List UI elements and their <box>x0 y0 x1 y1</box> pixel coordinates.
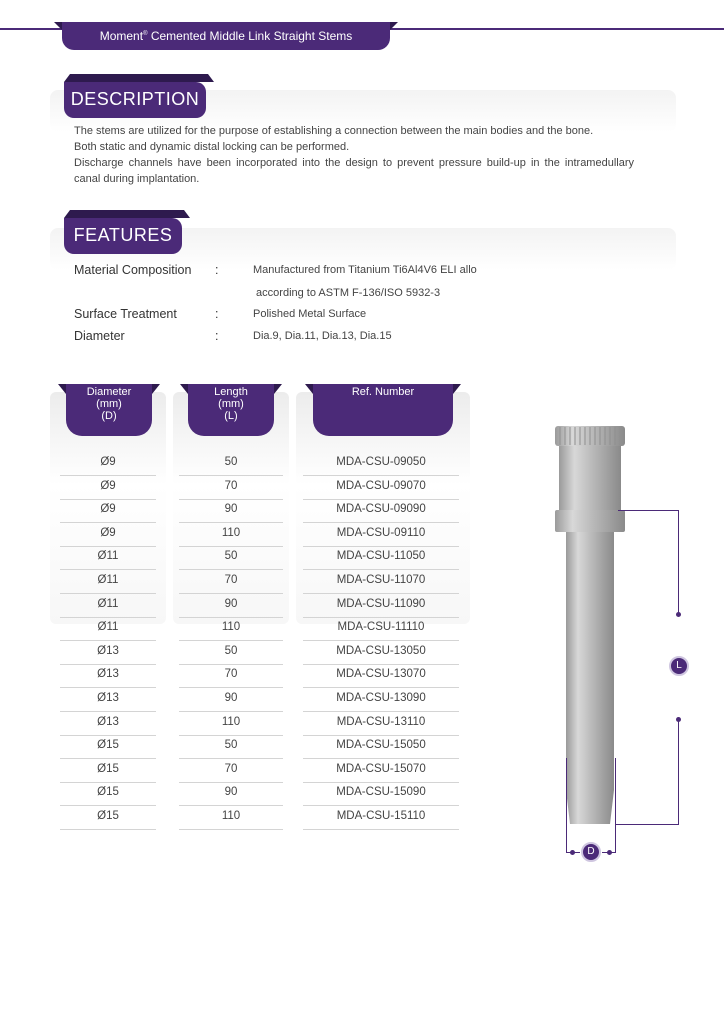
diameter-guide-right <box>615 758 616 852</box>
ref-number-cell: MDA-CSU-13090 <box>336 692 426 704</box>
table-row <box>60 641 460 665</box>
features-heading-tab <box>64 218 182 254</box>
ref-number-cell: MDA-CSU-11070 <box>336 574 426 586</box>
ref-number-cell: MDA-CSU-09070 <box>336 479 426 492</box>
ref-number-cell: MDA-CSU-09050 <box>336 456 426 468</box>
length-badge: L <box>669 656 689 676</box>
ref-number-cell: MDA-CSU-13070 <box>336 668 426 681</box>
diameter-cell: Ø15 <box>97 762 119 775</box>
length-cell: 50 <box>224 456 238 468</box>
ref-number-cell: MDA-CSU-11050 <box>336 550 426 563</box>
table-row <box>60 523 460 547</box>
diameter-cell: Ø9 <box>100 456 116 468</box>
table-row <box>60 499 460 523</box>
length-cell: 50 <box>224 550 238 563</box>
ref-number-cell: MDA-CSU-11110 <box>337 621 425 634</box>
ref-number-cell: MDA-CSU-13110 <box>336 715 426 728</box>
table-row <box>60 806 460 830</box>
diameter-cell: Ø13 <box>97 668 119 681</box>
ref-number-cell: MDA-CSU-11090 <box>336 597 426 610</box>
length-cell: 50 <box>224 739 238 752</box>
row-separator <box>60 829 156 830</box>
length-cell: 110 <box>221 810 241 822</box>
page-title: Moment® Cemented Middle Link Straight Stems <box>99 29 353 43</box>
table-row <box>60 546 460 570</box>
length-cell: 50 <box>224 644 238 657</box>
diameter-cell: Ø9 <box>100 526 116 539</box>
stem-image <box>540 418 700 878</box>
diameter-cell: Ø15 <box>97 786 119 799</box>
ref-number-cell: MDA-CSU-15050 <box>336 739 426 752</box>
length-guide-bottom <box>616 824 679 825</box>
table-row <box>60 735 460 759</box>
length-cell: 110 <box>221 526 241 539</box>
table-row <box>60 782 460 806</box>
diameter-cell: Ø13 <box>97 644 119 657</box>
features-heading: FEATURES <box>73 225 173 245</box>
stem-illustration <box>540 418 700 878</box>
diameter-cell: Ø11 <box>97 574 119 586</box>
row-separator <box>179 829 283 830</box>
length-guide-upper <box>678 510 679 614</box>
length-cell: 70 <box>224 762 238 775</box>
feature-value: Dia.9, Dia.11, Dia.13, Dia.15 <box>253 330 392 342</box>
ref-number-cell: MDA-CSU-15110 <box>336 810 426 822</box>
ref-number-cell: MDA-CSU-13050 <box>336 644 426 657</box>
length-cell: 70 <box>224 574 238 586</box>
description-paragraph: Discharge channels have been incorporated into the design to prevent pressure build-up in the intramedullary canal during implantation. <box>74 157 634 185</box>
ref-number-cell: MDA-CSU-15070 <box>336 762 426 775</box>
description-heading-tab <box>64 82 206 118</box>
diameter-column-header: Diameter (mm) (D) <box>66 384 152 436</box>
length-column-header: Length (mm) (L) <box>188 384 274 436</box>
table-row <box>60 712 460 736</box>
length-cell: 70 <box>224 479 238 492</box>
diameter-cell: Ø15 <box>97 810 119 822</box>
ref-number-cell: MDA-CSU-09110 <box>336 526 426 539</box>
feature-colon: : <box>215 307 219 321</box>
ref-column-header: Ref. Number <box>313 384 453 436</box>
table-row <box>60 664 460 688</box>
feature-label: Material Composition <box>74 263 192 277</box>
diameter-cell: Ø9 <box>100 479 116 492</box>
length-cell: 70 <box>224 668 238 681</box>
diameter-guide-dot <box>607 850 612 855</box>
header-tab <box>62 22 390 50</box>
diameter-cell: Ø11 <box>97 597 119 610</box>
length-cell: 110 <box>221 621 241 634</box>
diameter-badge: D <box>581 842 601 862</box>
row-separator <box>303 829 459 830</box>
length-cell: 90 <box>224 503 238 516</box>
description-paragraph: Both static and dynamic distal locking can be performed. <box>74 141 350 153</box>
feature-value: according to ASTM F-136/ISO 5932-3 <box>253 287 441 299</box>
diameter-cell: Ø13 <box>97 715 119 728</box>
table-row <box>60 570 460 594</box>
table-row <box>60 594 460 618</box>
length-cell: 90 <box>224 597 238 610</box>
table-row <box>60 617 460 641</box>
feature-label: Diameter <box>74 329 125 343</box>
diameter-guide-dot <box>570 850 575 855</box>
feature-colon: : <box>215 329 219 343</box>
feature-value: Polished Metal Surface <box>253 308 367 320</box>
table-row <box>60 476 460 500</box>
diameter-cell: Ø11 <box>97 550 119 563</box>
table-row <box>60 688 460 712</box>
description-heading: DESCRIPTION <box>70 89 200 109</box>
feature-colon: : <box>215 263 219 277</box>
diameter-cell: Ø15 <box>97 739 119 752</box>
length-cell: 110 <box>221 715 241 728</box>
length-guide-dot <box>676 612 681 617</box>
ref-number-cell: MDA-CSU-09090 <box>336 503 426 516</box>
diameter-guide-left <box>566 758 567 852</box>
length-cell: 90 <box>224 786 238 799</box>
table-row <box>60 759 460 783</box>
diameter-cell: Ø9 <box>100 503 116 516</box>
feature-label: Surface Treatment <box>74 307 177 321</box>
diameter-cell: Ø11 <box>97 621 119 634</box>
feature-value: Manufactured from Titanium Ti6Al4V6 ELI allo <box>253 264 477 276</box>
table-row <box>60 452 460 476</box>
length-cell: 90 <box>224 692 238 704</box>
length-guide-top <box>618 510 679 511</box>
description-text <box>74 123 634 187</box>
diameter-cell: Ø13 <box>97 692 119 704</box>
ref-number-cell: MDA-CSU-15090 <box>336 786 426 799</box>
description-paragraph: The stems are utilized for the purpose of establishing a connection between the main bodies and the bone. <box>74 125 594 137</box>
length-guide-lower <box>678 719 679 825</box>
